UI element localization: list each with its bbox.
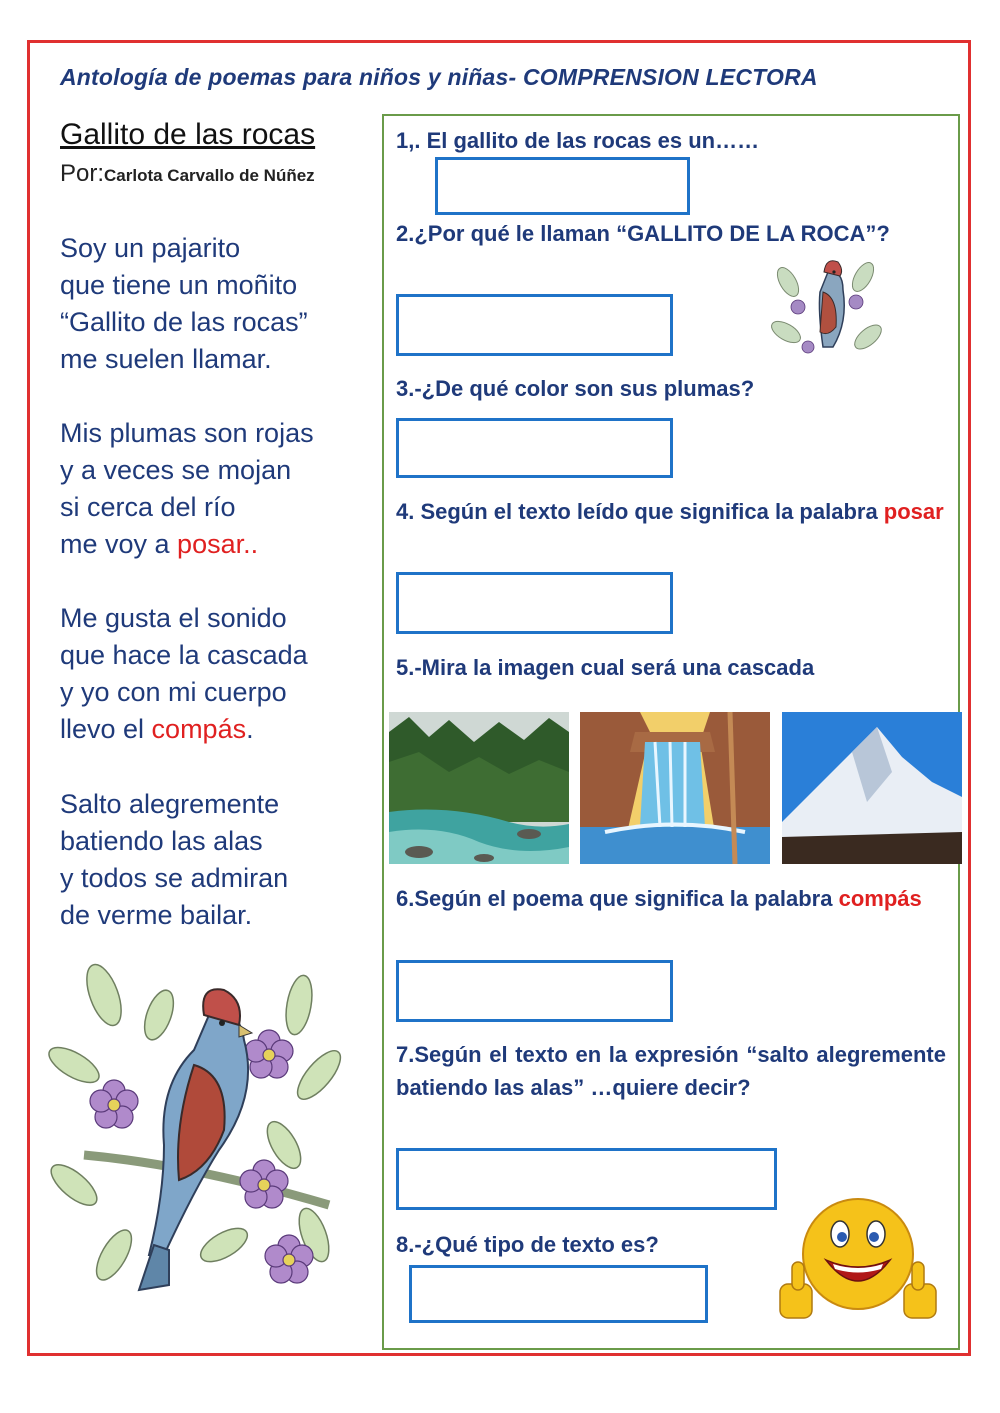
question-1: 1,. El gallito de las rocas es un…… bbox=[396, 128, 760, 153]
page-title: Antología de poemas para niños y niñas- COMPRENSION LECTORA bbox=[60, 64, 818, 90]
poem-line: Mis plumas son rojas bbox=[60, 418, 314, 448]
question-8: 8.-¿Qué tipo de texto es? bbox=[396, 1232, 659, 1257]
question-3: 3.-¿De qué color son sus plumas? bbox=[396, 376, 755, 401]
river-forest-photo[interactable] bbox=[389, 712, 569, 864]
poem-line: batiendo las alas bbox=[60, 826, 263, 856]
highlight-word-compas: compás bbox=[151, 714, 247, 744]
question-4 bbox=[396, 495, 946, 528]
poem-line bbox=[60, 711, 308, 748]
question-5: 5.-Mira la imagen cual será una cascada bbox=[396, 655, 815, 680]
stanza-2 bbox=[60, 415, 314, 563]
poem-line: y todos se admiran bbox=[60, 863, 289, 893]
waterfall-photo[interactable] bbox=[580, 712, 770, 864]
bird-illustration-icon bbox=[44, 955, 344, 1300]
mountain-photo[interactable] bbox=[782, 712, 962, 864]
poem-line: y yo con mi cuerpo bbox=[60, 677, 287, 707]
question-4-word: posar bbox=[883, 499, 944, 524]
question-7: 7.Según el texto en la expresión “salto alegremente batiendo las alas” …quiere decir? bbox=[396, 1042, 946, 1100]
question-4-text: 4. Según el texto leído que significa la palabra bbox=[396, 499, 884, 524]
author-name: Carlota Carvallo de Núñez bbox=[104, 166, 315, 185]
poem-line: Salto alegremente bbox=[60, 789, 280, 819]
poem-line: si cerca del río bbox=[60, 492, 236, 522]
stanza-4 bbox=[60, 786, 288, 934]
answer-box-7[interactable] bbox=[396, 1148, 777, 1210]
stanza-1 bbox=[60, 230, 308, 378]
poem-author bbox=[60, 160, 315, 188]
answer-box-2[interactable] bbox=[396, 294, 673, 356]
answer-box-3[interactable] bbox=[396, 418, 673, 478]
answer-box-4[interactable] bbox=[396, 572, 673, 634]
poem-line: de verme bailar. bbox=[60, 900, 253, 930]
question-6-text: 6.Según el poema que significa la palabra bbox=[396, 886, 839, 911]
poem-line-end: .. bbox=[243, 529, 259, 559]
answer-box-8[interactable] bbox=[409, 1265, 708, 1323]
smiley-thumbs-up-icon bbox=[778, 1192, 938, 1324]
answer-box-6[interactable] bbox=[396, 960, 673, 1022]
poem-line: y a veces se mojan bbox=[60, 455, 292, 485]
poem-line: “Gallito de las rocas” bbox=[60, 307, 308, 337]
poem-line: Soy un pajarito bbox=[60, 233, 241, 263]
stanza-3 bbox=[60, 600, 308, 748]
answer-box-1[interactable] bbox=[435, 157, 690, 215]
question-2: 2.¿Por qué le llaman “GALLITO DE LA ROCA”? bbox=[396, 221, 890, 246]
small-bird-icon bbox=[768, 252, 883, 362]
question-6-word: compás bbox=[838, 886, 922, 911]
poem-line: que hace la cascada bbox=[60, 640, 308, 670]
poem-line: que tiene un moñito bbox=[60, 270, 298, 300]
poem-line-text: me voy a bbox=[60, 529, 178, 559]
poem-line-text: llevo el bbox=[60, 714, 152, 744]
author-prefix: Por: bbox=[60, 160, 105, 187]
highlight-word-posar: posar bbox=[177, 529, 244, 559]
poem-title: Gallito de las rocas bbox=[60, 118, 316, 151]
poem-line: me suelen llamar. bbox=[60, 344, 272, 374]
poem-line: Me gusta el sonido bbox=[60, 603, 287, 633]
poem-line bbox=[60, 526, 314, 563]
question-6 bbox=[396, 882, 946, 915]
poem-line-end: . bbox=[246, 714, 254, 744]
